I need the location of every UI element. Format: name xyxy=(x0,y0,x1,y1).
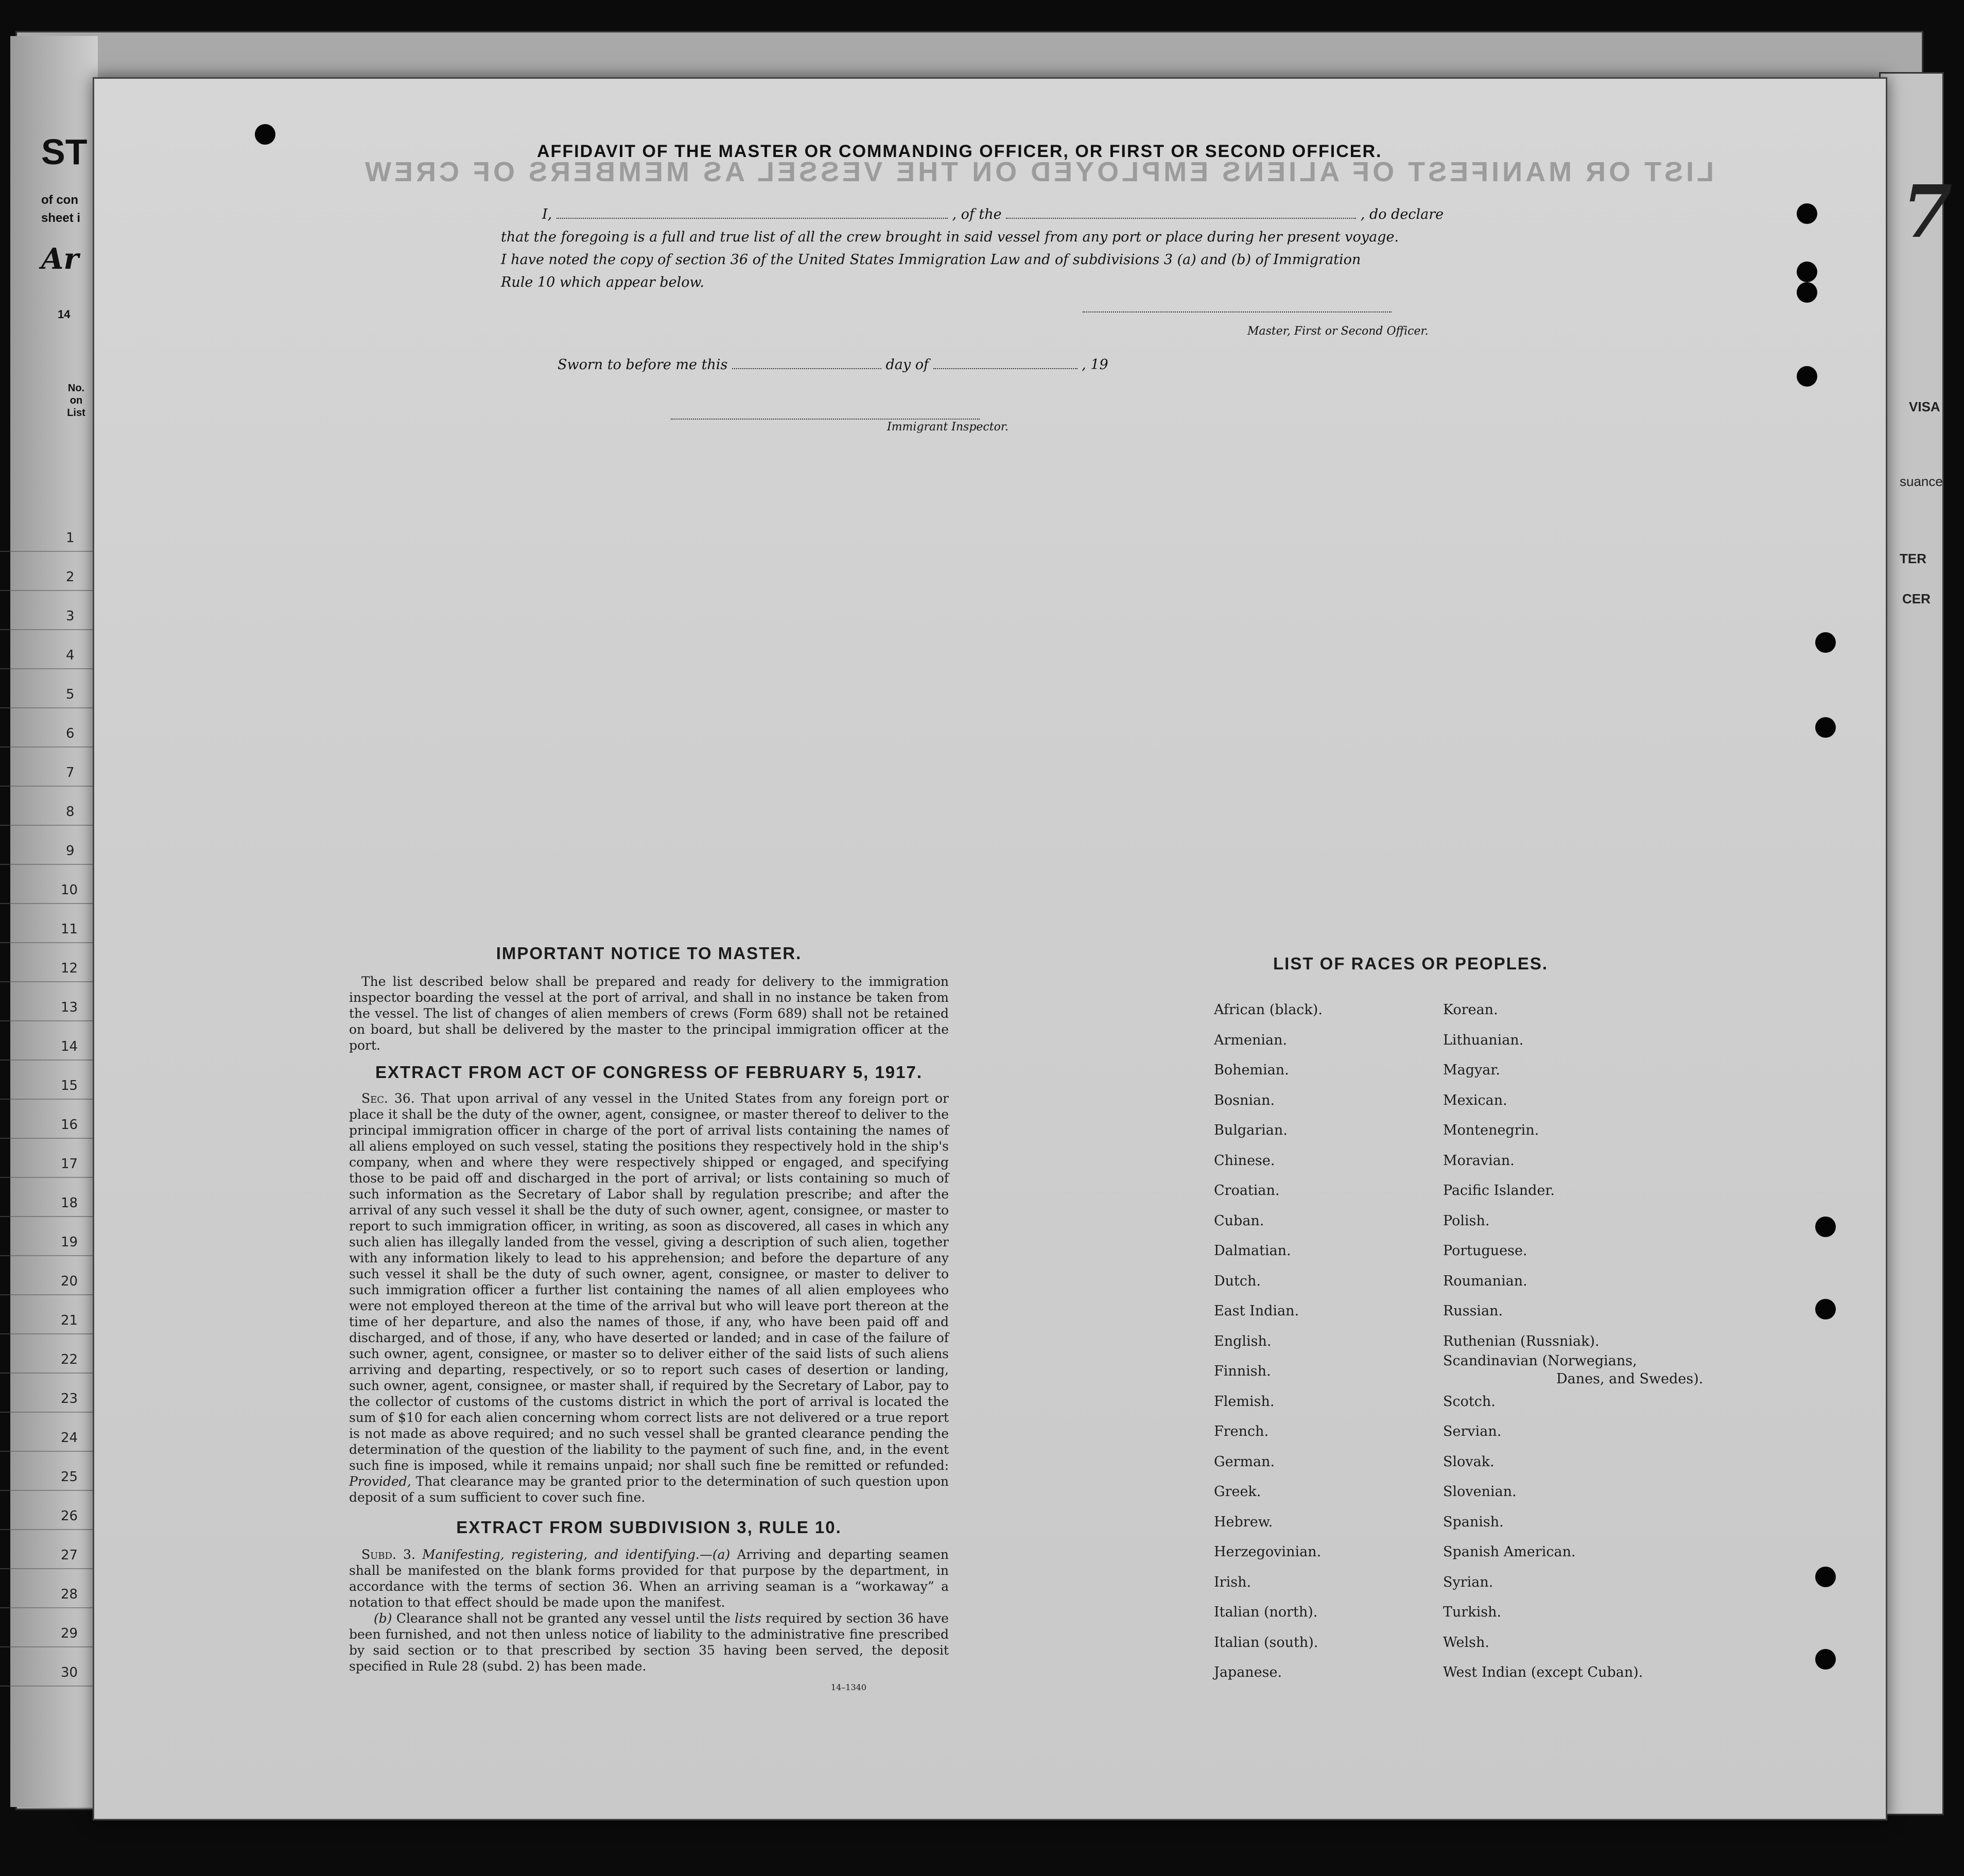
row-rule-line xyxy=(0,1686,98,1687)
punch-hole xyxy=(1815,717,1836,738)
row-rule-line xyxy=(0,1529,98,1530)
sec-36-label: Sec. 36. xyxy=(361,1091,415,1106)
sworn-line xyxy=(558,357,1108,373)
race-entry: Mexican. xyxy=(1443,1092,1507,1108)
day-of-label: day of xyxy=(885,357,929,373)
race-entry: Croatian. xyxy=(1214,1183,1280,1198)
row-number: 20 xyxy=(61,1274,78,1289)
notice-title: IMPORTANT NOTICE TO MASTER. xyxy=(496,944,802,963)
punch-hole xyxy=(1815,1217,1836,1237)
race-entry: Scandinavian (Norwegians, xyxy=(1443,1353,1637,1369)
subd-3-b-text xyxy=(349,1610,949,1674)
row-rule-line xyxy=(0,1568,98,1569)
left-edge-header-line1: of con xyxy=(41,193,78,207)
row-number: 25 xyxy=(61,1469,78,1485)
row-number: 1 xyxy=(66,530,75,546)
race-entry: East Indian. xyxy=(1214,1303,1299,1319)
row-number: 13 xyxy=(61,1000,78,1015)
race-entry: Pacific Islander. xyxy=(1443,1183,1555,1198)
race-entry: Dutch. xyxy=(1214,1273,1261,1289)
race-entry: Magyar. xyxy=(1443,1062,1500,1078)
race-entry: Korean. xyxy=(1443,1002,1498,1018)
punch-hole xyxy=(1797,203,1817,224)
provided-word: Provided, xyxy=(349,1474,411,1489)
punch-hole xyxy=(1815,1649,1836,1670)
row-rule-line xyxy=(0,1412,98,1413)
row-rule-line xyxy=(0,1490,98,1491)
row-rule-line xyxy=(0,825,98,826)
race-entry: English. xyxy=(1214,1333,1272,1349)
row-rule-line xyxy=(0,1059,98,1061)
subd-b-body-2: required by section 36 have been furnished, and not then unless notice of liability to the administrative fine prescribed by said section or to that prescribed by section 35 having been served, the deposit specified in Rule 28 (subd. 2) has been made. xyxy=(349,1611,949,1674)
affidavit-i-label: I, xyxy=(542,206,552,222)
race-entry: Welsh. xyxy=(1443,1634,1489,1651)
left-edge-col-num: 14 xyxy=(58,308,71,321)
punch-hole xyxy=(1797,262,1817,282)
race-entry: Slovak. xyxy=(1443,1453,1494,1470)
race-entry: Servian. xyxy=(1443,1423,1502,1439)
row-rule-line xyxy=(0,746,98,748)
show-through-text: LIST OR MANIFEST OF ALIENS EMPLOYED ON THE VESSEL AS MEMBERS OF CREW xyxy=(362,157,1714,187)
sworn-month-field[interactable] xyxy=(933,368,1077,369)
row-rule-line xyxy=(0,551,98,552)
lists-word: lists xyxy=(735,1611,761,1626)
race-entry: Montenegrin. xyxy=(1443,1122,1539,1138)
row-number: 18 xyxy=(61,1195,78,1211)
race-entry: Lithuanian. xyxy=(1443,1032,1524,1048)
race-entry: Cuban. xyxy=(1214,1212,1264,1229)
right-edge-sheet xyxy=(1879,72,1944,1815)
sworn-day-field[interactable] xyxy=(732,368,881,369)
subd-b-label: (b) xyxy=(374,1611,392,1626)
race-entry: Bulgarian. xyxy=(1214,1122,1288,1138)
affidavit-line-4: Rule 10 which appear below. xyxy=(501,274,704,290)
row-rule-line xyxy=(0,590,98,591)
row-number: 23 xyxy=(61,1391,78,1406)
row-number: 5 xyxy=(66,687,75,702)
row-rule-line xyxy=(0,1255,98,1256)
row-number: 7 xyxy=(66,765,75,780)
row-rule-line xyxy=(0,942,98,943)
punch-hole xyxy=(1815,632,1836,653)
race-entry: Ruthenian (Russniak). xyxy=(1443,1333,1600,1349)
row-number: 26 xyxy=(61,1508,78,1524)
race-entry: Italian (south). xyxy=(1214,1634,1318,1651)
row-number: 27 xyxy=(61,1548,78,1563)
race-entry: Portuguese. xyxy=(1443,1243,1527,1259)
row-rule-line xyxy=(0,1177,98,1178)
affidavit-do-declare-label: , do declare xyxy=(1360,206,1444,222)
row-rule-line xyxy=(0,981,98,982)
row-rule-line xyxy=(0,668,98,669)
row-number: 22 xyxy=(61,1352,78,1367)
row-number: 16 xyxy=(61,1117,78,1133)
row-rule-line xyxy=(0,629,98,630)
sworn-label: Sworn to before me this xyxy=(558,357,728,373)
race-entry: Turkish. xyxy=(1443,1604,1502,1620)
race-entry: West Indian (except Cuban). xyxy=(1443,1664,1643,1680)
race-scandinavian-continuation: Danes, and Swedes). xyxy=(1556,1371,1704,1387)
extract-act-title: EXTRACT FROM ACT OF CONGRESS OF FEBRUARY 5, 1917. xyxy=(375,1063,923,1082)
master-signature-label: Master, First or Second Officer. xyxy=(1247,325,1429,338)
row-rule-line xyxy=(0,864,98,865)
row-rule-line xyxy=(0,1099,98,1100)
race-entry: Greek. xyxy=(1214,1484,1261,1500)
race-entry: Russian. xyxy=(1443,1303,1503,1319)
row-rule-line xyxy=(0,1138,98,1139)
race-entry: Armenian. xyxy=(1214,1032,1288,1048)
row-rule-line xyxy=(0,1216,98,1217)
year-label: , 19 xyxy=(1082,357,1108,373)
race-entry: Bosnian. xyxy=(1214,1092,1275,1108)
subd-3-heading: Manifesting, registering, and identifying.—(a) xyxy=(422,1547,731,1562)
race-entry: Italian (north). xyxy=(1214,1604,1318,1620)
row-rule-line xyxy=(0,786,98,787)
left-edge-header-script: Ar xyxy=(41,242,79,276)
row-number: 4 xyxy=(66,648,75,663)
sec-36-body: That upon arrival of any vessel in the United States from any foreign port or place it shall be the duty of the owner, agent, consignee, or master thereof to deliver to the principal immigration officer in charge of the port of arrival lists containing the names of all aliens employed on such vessel, stating the positions they respectively hold in the ship's company, when and where they were respectively shipped or engaged, and specifying those to be paid off and discharged in the port of arrival; or lists containing so much of such information as the Secretary of Labor shall by regulation prescribe; and after the arrival of any such vessel it shall be the duty of such owner, agent, consignee, or master to report to such immigration officer, in writing, as soon as discovered, all cases in which any such alien has illegally landed from the vessel, giving a description of such alien, together with any information likely to lead to his apprehension; and before the departure of any such vessel it shall be the duty of such owner, agent, consignee, or master to deliver to such immigration officer a further list containing the names of all alien employees who were not employed thereon at the time of the arrival but who will leave port thereon at the time of her departure, and also the names of those, if any, who have been paid off and discharged, and of those, if any, who have deserted or landed; and in case of the failure of such owner, agent, consignee, or master so to deliver either of the said lists of such aliens arriving and departing, respectively, or so to report such cases of desertion or landing, such owner, agent, consignee, or master shall, if required by the Secretary of Labor, pay to the collector of customs of the customs district in which the port of arrival is located the sum of $10 for each alien concerning whom correct lists are not delivered or a true report is not made as above required; and no such vessel shall be granted clearance pending the determination of the question of the liability to the payment of such fine, and, in the event such fine is imposed, while it remains unpaid; nor shall such fine be remitted or refunded: xyxy=(349,1091,949,1473)
punch-hole xyxy=(1797,282,1817,303)
row-rule-line xyxy=(0,1020,98,1021)
row-number: 29 xyxy=(61,1626,78,1641)
subd-b-body-1: Clearance shall not be granted any vessel until the xyxy=(396,1611,731,1626)
row-rule-line xyxy=(0,1646,98,1647)
race-entry: Spanish American. xyxy=(1443,1544,1576,1560)
subd-3-a-text xyxy=(349,1547,949,1610)
row-number: 14 xyxy=(61,1039,78,1054)
row-number: 17 xyxy=(61,1156,78,1172)
row-rule-line xyxy=(0,1294,98,1295)
inspector-signature-label: Immigrant Inspector. xyxy=(887,421,1009,433)
row-number: 10 xyxy=(61,882,78,898)
affidavit-of-the-label: , of the xyxy=(952,206,1002,222)
notice-text: The list described below shall be prepared and ready for delivery to the immigration inspector boarding the vessel at the port of arrival, and shall in no instance be taken from the vessel. The list of changes of alien members of crews (Form 689) shall not be retained on board, but shall be delivered by the master to the principal immigration officer at the port. xyxy=(349,974,949,1053)
row-rule-line xyxy=(0,1333,98,1334)
row-number: 12 xyxy=(61,961,78,976)
left-edge-header-st: ST xyxy=(41,132,88,172)
cer-label: CER xyxy=(1902,591,1931,606)
subd-3-a-body: Arriving and departing seamen shall be manifested on the blank forms provided for that purpose by the department, in accordance with the terms of section 36. When an arriving seaman is a “workaway” a notation to that effect should be made upon the manifest. xyxy=(349,1547,949,1610)
row-number: 24 xyxy=(61,1430,78,1446)
race-entry: French. xyxy=(1214,1423,1269,1439)
left-edge-header-line2: sheet i xyxy=(41,211,81,225)
race-entry: Spanish. xyxy=(1443,1514,1504,1530)
race-entry: Finnish. xyxy=(1214,1363,1271,1379)
row-rule-line xyxy=(0,903,98,904)
row-number: 15 xyxy=(61,1078,78,1093)
row-number: 21 xyxy=(61,1313,78,1328)
row-number: 11 xyxy=(61,922,78,937)
affidavit-declaration-line xyxy=(542,206,1444,222)
sec-36-end: That clearance may be granted prior to the determination of such question upon deposit of a sum sufficient to cover such fine. xyxy=(349,1474,949,1505)
race-entry: Dalmatian. xyxy=(1214,1243,1291,1259)
left-edge-col-label: No. on List xyxy=(67,383,85,419)
vessel-name-field[interactable] xyxy=(1006,218,1356,219)
affidavit-line-3: I have noted the copy of section 36 of the United States Immigration Law and of subdivisions 3 (a) and (b) of Immigration xyxy=(501,252,1361,268)
row-number: 9 xyxy=(66,843,75,859)
form-number: 14–1340 xyxy=(830,1682,866,1692)
race-entry: Syrian. xyxy=(1443,1574,1493,1590)
subd-3-label: Subd. 3. xyxy=(361,1547,415,1562)
race-entry: Flemish. xyxy=(1214,1393,1275,1410)
affidavit-title: AFFIDAVIT OF THE MASTER OR COMMANDING OFFICER, OR FIRST OR SECOND OFFICER. xyxy=(537,142,1382,161)
race-entry: Irish. xyxy=(1214,1574,1252,1590)
race-entry: Scotch. xyxy=(1443,1393,1496,1410)
inspector-signature-field[interactable] xyxy=(671,419,980,420)
extract-rule-title: EXTRACT FROM SUBDIVISION 3, RULE 10. xyxy=(456,1518,842,1537)
row-rule-line xyxy=(0,1373,98,1374)
races-title: LIST OF RACES OR PEOPLES. xyxy=(1273,954,1549,973)
left-edge-strip xyxy=(10,36,98,1807)
row-number: 30 xyxy=(61,1665,78,1680)
race-entry: German. xyxy=(1214,1453,1275,1470)
row-rule-line xyxy=(0,1451,98,1452)
issuance-header: suance xyxy=(1900,474,1943,489)
row-number: 8 xyxy=(66,804,75,820)
race-entry: Bohemian. xyxy=(1214,1062,1289,1078)
punch-hole xyxy=(1815,1299,1836,1319)
visa-header: VISA xyxy=(1909,399,1940,414)
race-entry: Hebrew. xyxy=(1214,1514,1273,1530)
race-entry: Slovenian. xyxy=(1443,1484,1517,1500)
row-rule-line xyxy=(0,1607,98,1608)
race-entry: Polish. xyxy=(1443,1212,1490,1229)
manifest-back-page xyxy=(93,77,1887,1820)
race-entry: Chinese. xyxy=(1214,1152,1275,1169)
row-number: 2 xyxy=(66,569,75,585)
row-number: 3 xyxy=(66,609,75,624)
race-entry: Moravian. xyxy=(1443,1152,1515,1169)
row-number: 6 xyxy=(66,726,75,741)
row-number: 28 xyxy=(61,1587,78,1602)
master-name-field[interactable] xyxy=(557,218,948,219)
punch-hole xyxy=(1815,1567,1836,1587)
extract-act-text xyxy=(349,1090,949,1505)
race-entry: African (black). xyxy=(1214,1002,1323,1018)
affidavit-line-2: that the foregoing is a full and true list of all the crew brought in said vessel from any port or place during her present voyage. xyxy=(501,229,1399,245)
master-signature-field[interactable] xyxy=(1083,311,1392,312)
race-entry: Japanese. xyxy=(1214,1664,1282,1680)
punch-hole xyxy=(255,124,275,145)
punch-hole xyxy=(1797,366,1817,387)
ter-label: TER xyxy=(1900,551,1926,566)
row-number: 19 xyxy=(61,1235,78,1250)
race-entry: Herzegovinian. xyxy=(1214,1544,1322,1560)
race-entry: Roumanian. xyxy=(1443,1273,1527,1289)
row-rule-line xyxy=(0,707,98,708)
sheet-number-stamp: 7 xyxy=(1902,170,1953,254)
notices-column xyxy=(349,944,949,1692)
